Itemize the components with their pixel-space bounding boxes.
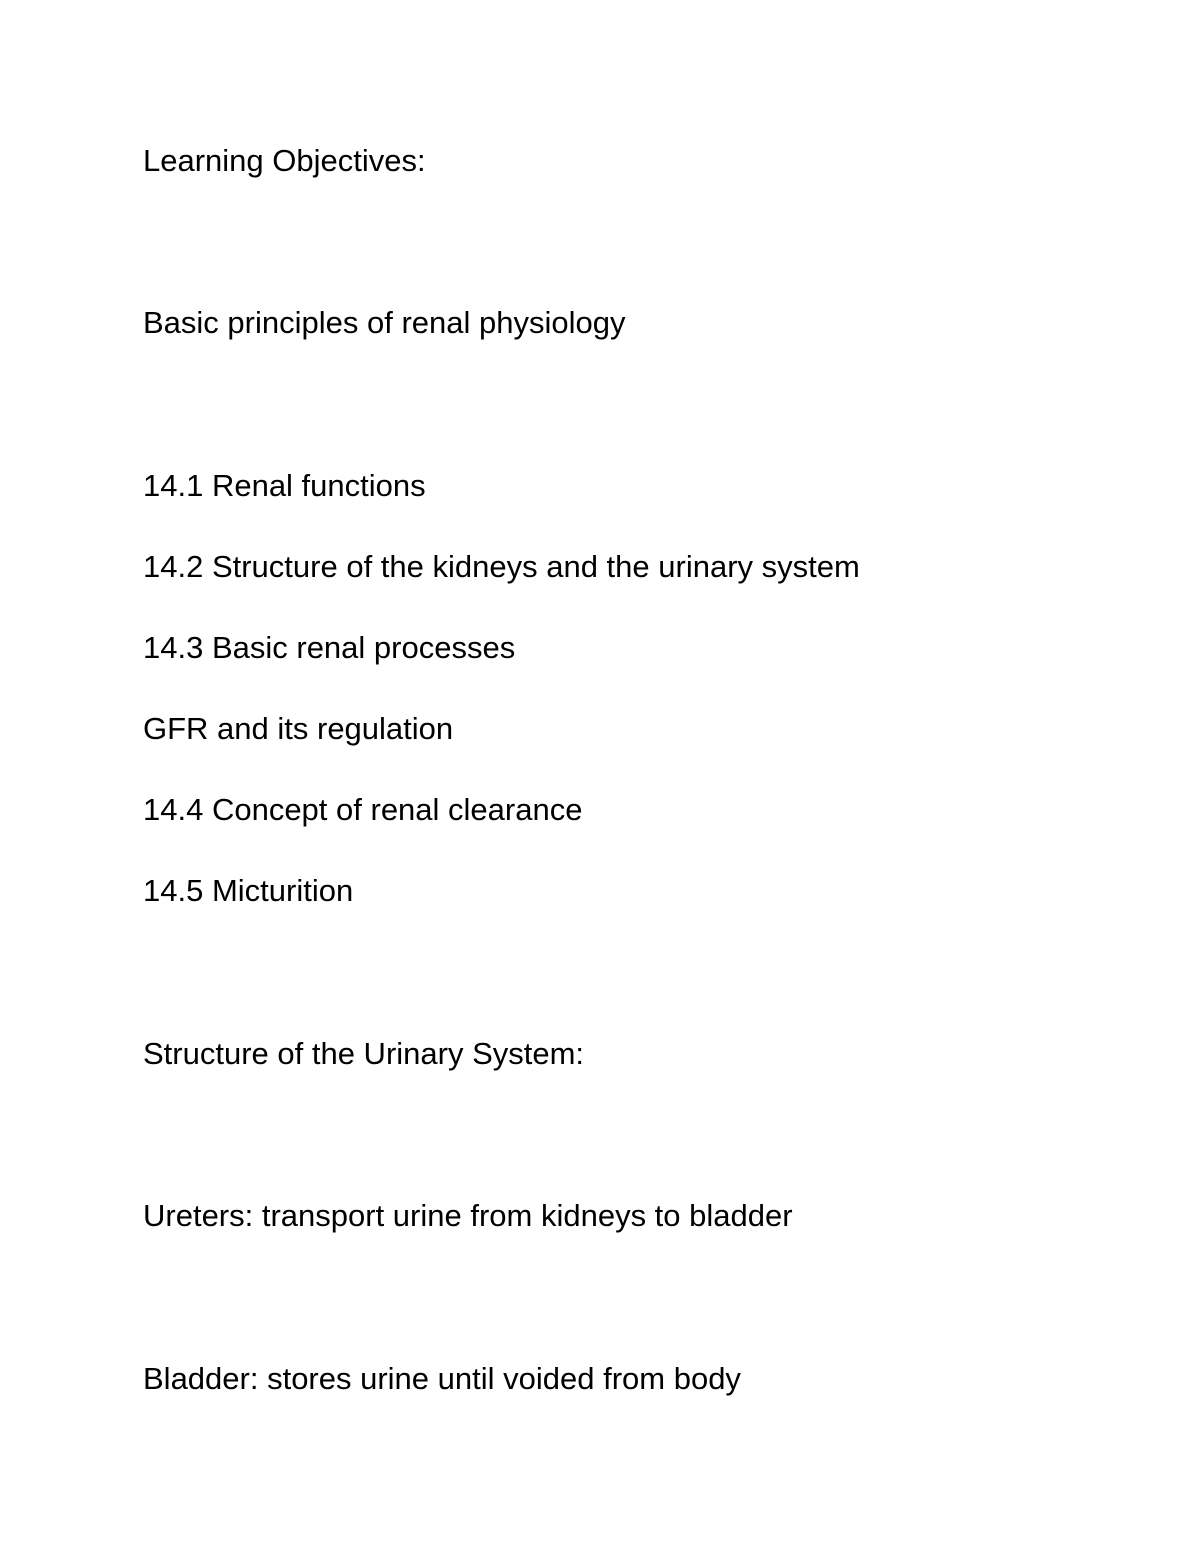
structure-item: Bladder: stores urine until voided from body	[143, 1361, 741, 1396]
structure-item: Ureters: transport urine from kidneys to bladder	[143, 1198, 793, 1233]
structure-heading: Structure of the Urinary System:	[143, 1036, 585, 1071]
intro-line: Basic principles of renal physiology	[143, 305, 626, 340]
objective-item: 14.3 Basic renal processes	[143, 630, 516, 665]
objective-item: 14.2 Structure of the kidneys and the urinary system	[143, 549, 860, 584]
objective-item: GFR and its regulation	[143, 711, 454, 746]
learning-objectives-heading: Learning Objectives:	[143, 143, 426, 178]
objective-item: 14.4 Concept of renal clearance	[143, 792, 583, 827]
objective-item: 14.5 Micturition	[143, 873, 354, 908]
objective-item: 14.1 Renal functions	[143, 468, 426, 503]
